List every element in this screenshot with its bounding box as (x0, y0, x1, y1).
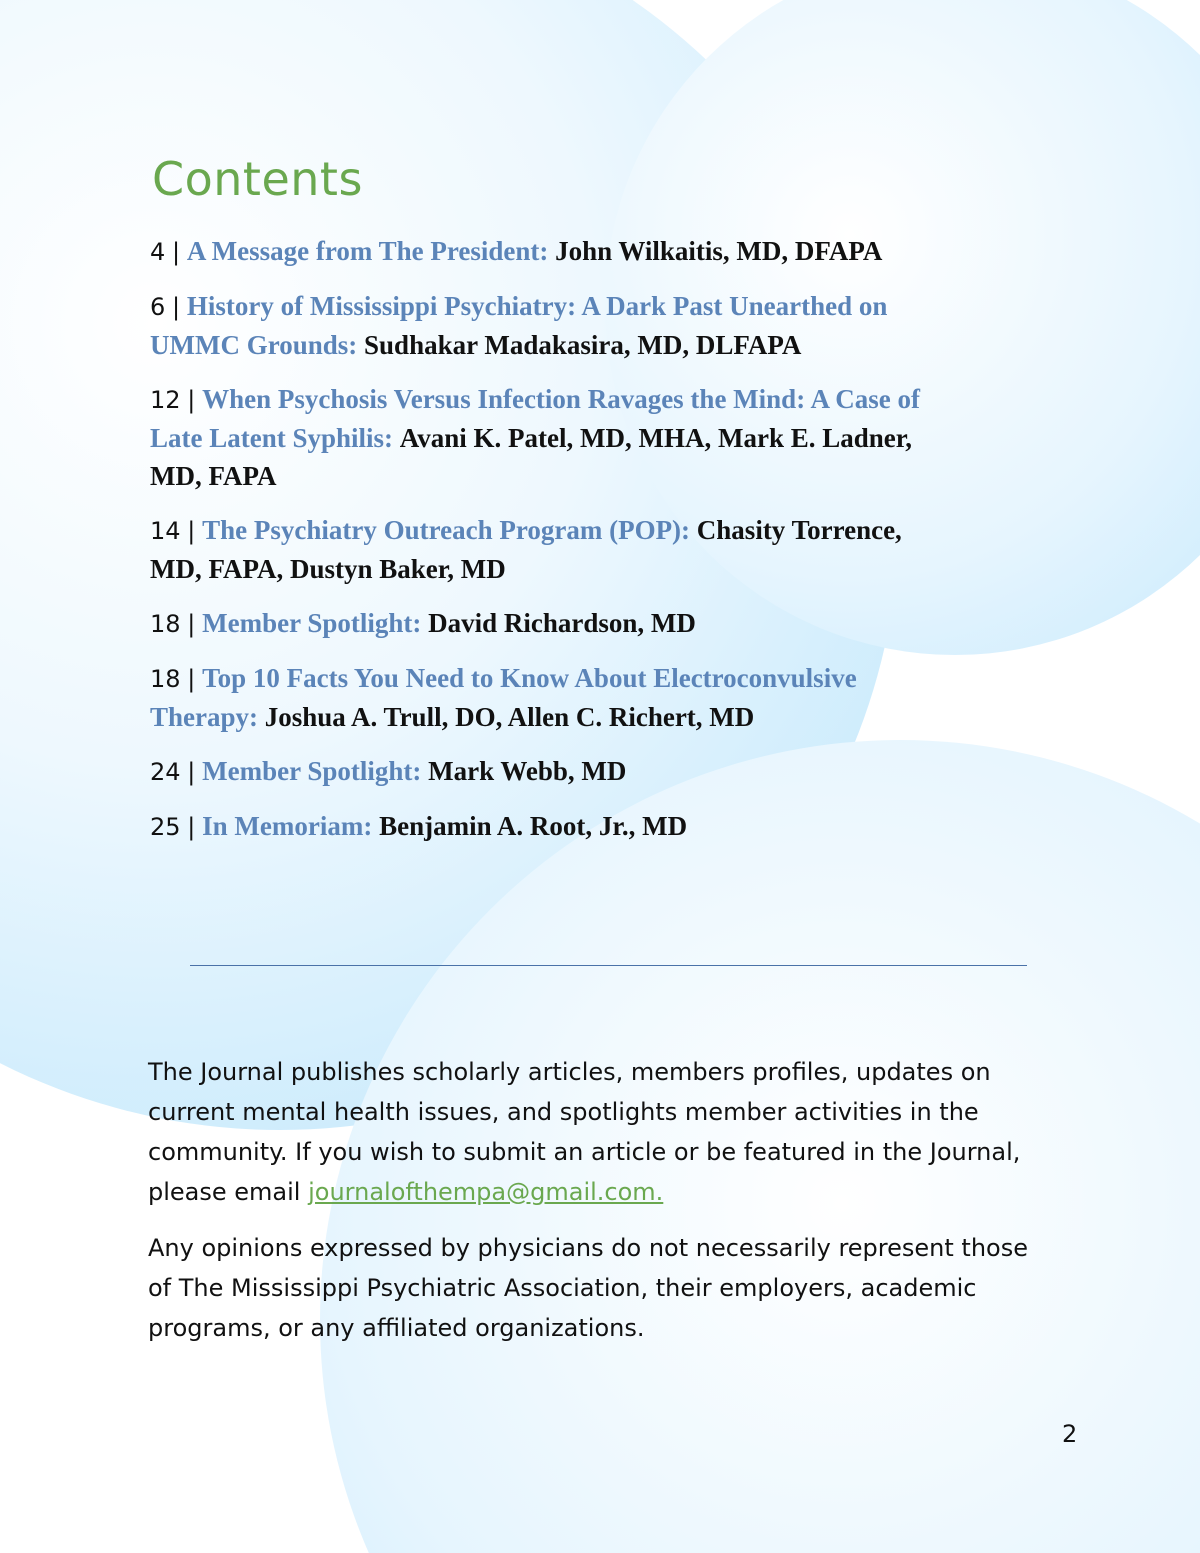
toc-author: Chasity Torrence, MD, FAPA, Dustyn Baker, MD (150, 515, 902, 584)
toc-entry (150, 380, 950, 495)
journal-description (148, 1052, 1058, 1212)
page-number: 2 (1062, 1420, 1078, 1448)
toc-author: John Wilkaitis, MD, DFAPA (555, 236, 883, 266)
page-title: Contents (152, 152, 363, 206)
toc-title: History of Mississippi Psychiatry: A Dark Past Unearthed on UMMC Grounds: (150, 291, 888, 360)
toc-entry (150, 807, 950, 846)
toc-title: When Psychosis Versus Infection Ravages the Mind: A Case of Late Latent Syphilis: (150, 384, 920, 453)
toc-author: Mark Webb, MD (428, 756, 627, 786)
toc-separator: | (187, 386, 196, 414)
toc-title: The Psychiatry Outreach Program (POP): (202, 515, 691, 545)
toc-separator: | (172, 238, 181, 266)
toc-separator: | (187, 517, 196, 545)
journal-description-text: The Journal publishes scholarly articles, members profiles, updates on current mental health issues, and spotlights member activities in the community. If you wish to submit an article or be featured in the Journal, please email (148, 1058, 1021, 1206)
toc-author: Avani K. Patel, MD, MHA, Mark E. Ladner, MD, FAPA (150, 423, 913, 491)
toc-entry (150, 659, 950, 736)
toc-author: Joshua A. Trull, DO, Allen C. Richert, MD (264, 702, 755, 732)
toc-author: Benjamin A. Root, Jr., MD (379, 811, 688, 841)
toc-separator: | (187, 813, 196, 841)
toc-page-number: 18 (150, 665, 181, 693)
toc-author: Sudhakar Madakasira, MD, DLFAPA (364, 330, 802, 360)
toc-author: David Richardson, MD (428, 608, 696, 638)
toc-separator: | (187, 758, 196, 786)
toc-title: Top 10 Facts You Need to Know About Electroconvulsive Therapy: (150, 663, 857, 732)
toc-entry (150, 604, 950, 643)
table-of-contents (150, 232, 950, 862)
toc-entry (150, 511, 950, 588)
toc-page-number: 6 (150, 293, 166, 321)
toc-title: In Memoriam: (202, 811, 373, 841)
toc-title: A Message from The President: (186, 236, 549, 266)
toc-separator: | (187, 665, 196, 693)
toc-entry (150, 287, 950, 364)
toc-page-number: 12 (150, 386, 181, 414)
toc-page-number: 24 (150, 758, 181, 786)
section-divider (190, 965, 1027, 966)
disclaimer: Any opinions expressed by physicians do not necessarily represent those of The Mississippi Psychiatric Association, their employers, academic programs, or any affiliated organizations. (148, 1234, 1028, 1342)
toc-separator: | (187, 610, 196, 638)
toc-entry (150, 232, 950, 271)
toc-separator: | (172, 293, 181, 321)
toc-entry (150, 752, 950, 791)
toc-page-number: 4 (150, 238, 166, 266)
toc-title: Member Spotlight: (202, 608, 422, 638)
toc-page-number: 18 (150, 610, 181, 638)
toc-title: Member Spotlight: (202, 756, 422, 786)
contact-email-link[interactable]: journalofthempa@gmail.com. (308, 1178, 664, 1206)
toc-page-number: 25 (150, 813, 181, 841)
toc-page-number: 14 (150, 517, 181, 545)
